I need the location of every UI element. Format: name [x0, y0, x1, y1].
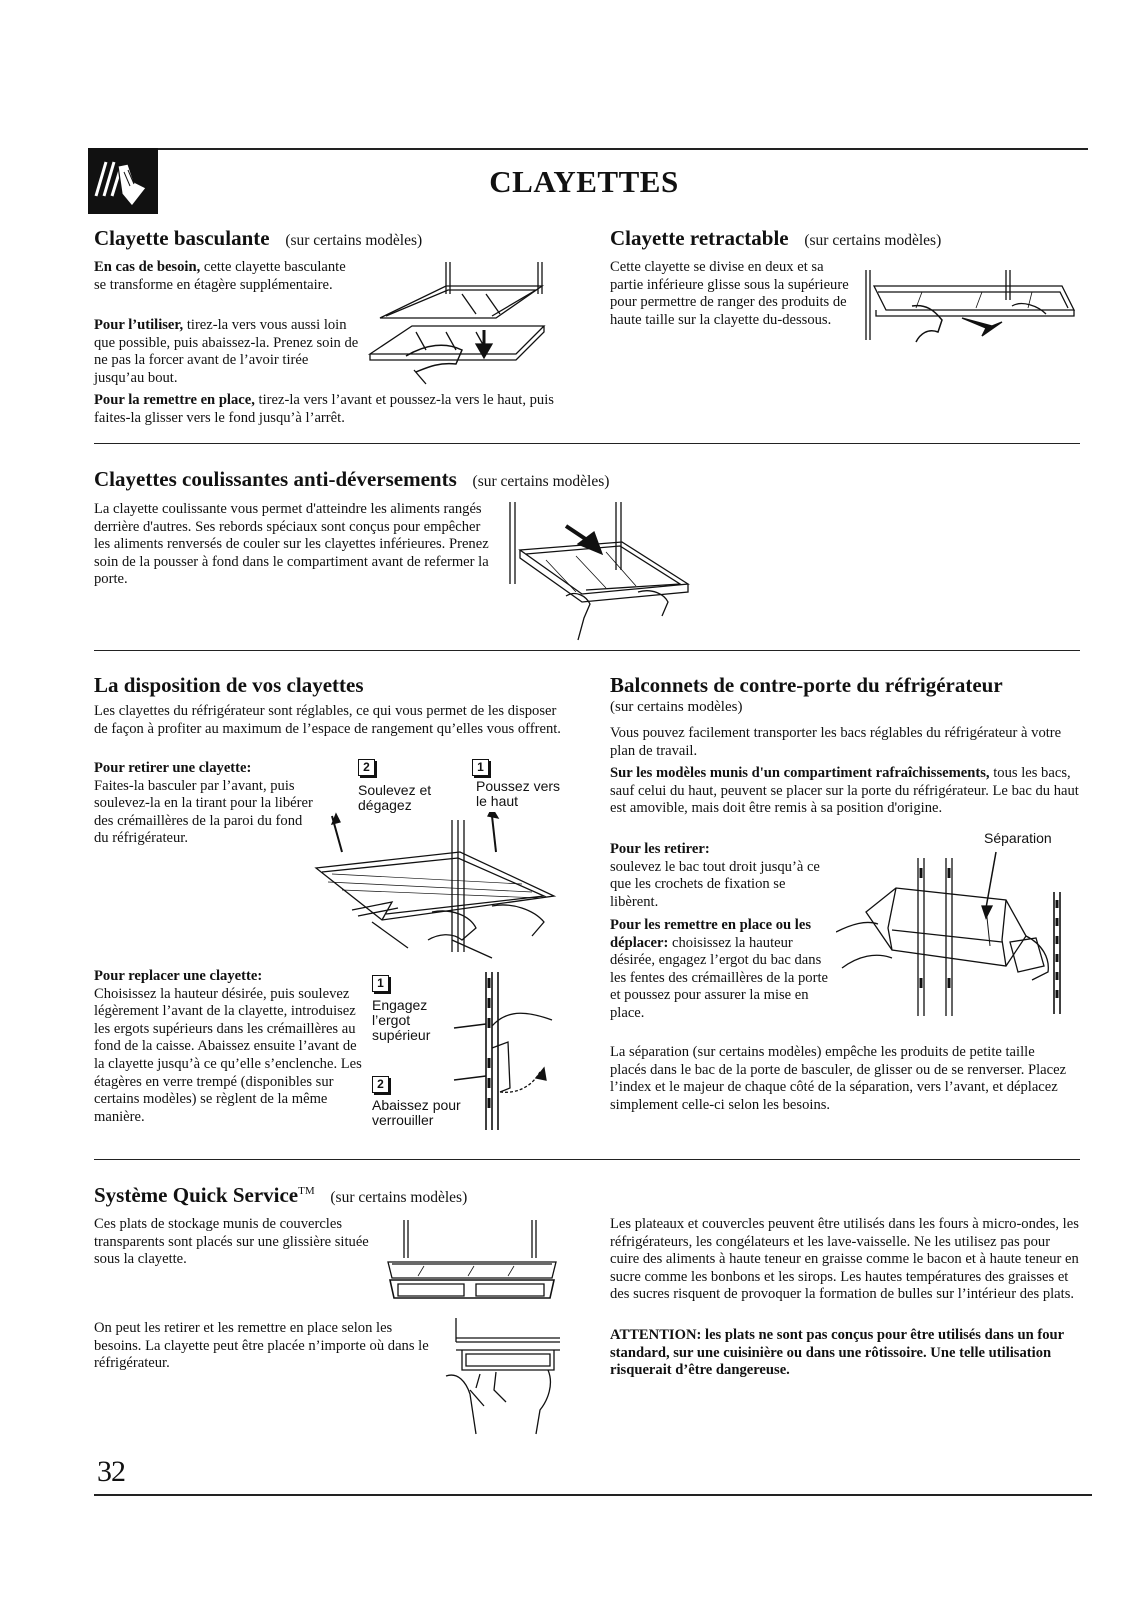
quick-title-row: [94, 1183, 467, 1208]
disposition-replacer-bold: Pour replacer une clayette:: [94, 968, 263, 984]
disposition-replacer-text: Choisissez la hauteur désirée, puis soulevez légèrement l’avant de la clayette, introduisez les ergots supérieurs dans les crémaillères au fond de la caisse. Abaissez ensuite l’avant de la clayette jusqu’à ce qu’elle s’enclenche. Les étagères en verre trempé (disponibles sur certains modèles) se règlent de la même manière.: [94, 985, 362, 1125]
balconnets-p2-bold: Sur les modèles munis d'un compartiment rafraîchissements,: [610, 765, 990, 781]
sliding-spillproof-shelf-illustration: [506, 500, 706, 648]
basculante-subtitle: (sur certains modèles): [285, 232, 423, 249]
basculante-p1-bold: En cas de besoin,: [94, 259, 201, 275]
basculante-p3: [94, 392, 554, 427]
disposition-replacer: [94, 968, 370, 1126]
footer-rule: [94, 1494, 1092, 1496]
divider-3: [94, 1159, 1080, 1160]
page-number: 32: [97, 1455, 125, 1488]
remove-shelf-illustration: [312, 812, 574, 962]
coulissantes-subtitle: (sur certains modèles): [472, 473, 610, 490]
tilting-shelf-illustration: [366, 258, 556, 388]
disposition-retirer-bold: Pour retirer une clayette:: [94, 760, 252, 776]
basculante-p2-text: tirez-la vers vous aussi loin que possible, puis abaissez-la. Prenez soin de ne pas la forcer avant de l’avoir tirée jusqu’au bout.: [94, 317, 359, 386]
basculante-p3-bold: Pour la remettre en place,: [94, 392, 255, 408]
balconnets-remettre-text: choisissez la hauteur désirée, engagez l’ergot du bac dans les fentes des crémaillères de la porte et poussez pour assurer la mise en place.: [610, 934, 828, 1021]
engage-step-1-badge: 1: [372, 975, 389, 992]
basculante-p1: [94, 259, 346, 294]
engage-step-2-badge: 2: [372, 1076, 389, 1093]
retractable-shelf-illustration: [862, 270, 1082, 346]
section-title-basculante: [94, 226, 422, 251]
divider-2: [94, 650, 1080, 651]
disposition-retirer: [94, 760, 320, 848]
engage-step-2-label: Abaissez pour verrouiller: [372, 1097, 461, 1128]
quick-p3: Les plateaux et couvercles peuvent être utilisés dans les fours à micro-ondes, les réfrigérateurs, les congélateurs et les lave-vaisselle. Ne les utilisez pas pour cuire des aliments à haute teneur en graisse comme le bacon et à haute teneur en sucre comme les bonbons et les sirops. Les hautes températures des graisses et des sucres risquent de provoquer la formation de bulles sur l’intérieur des plats.: [610, 1216, 1079, 1303]
quick-p2: On peut les retirer et les remettre en place selon les besoins. La clayette peut être placée n’importe où dans le réfrigérateur.: [94, 1320, 429, 1372]
retractable-text: Cette clayette se divise en deux et sa partie inférieure glisse sous la supérieure pour permettre de ranger des produits de haute taille sur la clayette du-dessous.: [610, 259, 849, 328]
disposition-intro: Les clayettes du réfrigérateur sont réglables, ce qui vous permet de les disposer de façon à profiter au maximum de l’espace de rangement qu’elles vous offrent.: [94, 703, 561, 737]
balconnets-separation-text: La séparation (sur certains modèles) empêche les produits de petite taille placés dans le bac de la porte de basculer, de glisser ou de se renverser. Placez l’index et le majeur de chaque côté de la séparation, vers l’avant, et déplacez simplement celle-ci selon les besoins.: [610, 1044, 1067, 1113]
balconnets-retirer-bold: Pour les retirer:: [610, 841, 710, 857]
step-1-label: Poussez vers le haut: [476, 778, 561, 809]
engage-step-1-label: Engagez l’ergot supérieur: [372, 997, 431, 1043]
retractable-title: Clayette retractable: [610, 226, 789, 250]
basculante-p2-bold: Pour l’utiliser,: [94, 317, 184, 333]
quick-p1: Ces plats de stockage munis de couvercles transparents sont placés sur une glissière située sous la clayette.: [94, 1216, 369, 1268]
quick-service-shelf-illustration: [384, 1218, 560, 1310]
quick-subtitle: (sur certains modèles): [330, 1189, 468, 1206]
coulissantes-text: La clayette coulissante vous permet d'atteindre les aliments rangés derrière d'autres. Ses rebords spéciaux sont conçus pour empêcher les aliments renversés de couler sur les clayettes inférieures. Prenez soin de la pousser à fond dans le compartiment avant de refermer la porte.: [94, 501, 489, 588]
quick-service-tray-illustration: [436, 1314, 564, 1438]
quick-warning: ATTENTION: les plats ne sont pas conçus pour être utilisés dans un four standard, sur une cuisinière ou dans une rôtissoire. Une telle utilisation risquerait d’être dangereuse.: [610, 1327, 1064, 1379]
balconnets-retirer: [610, 841, 820, 911]
basculante-title: Clayette basculante: [94, 226, 270, 250]
quick-tm: TM: [298, 1185, 315, 1197]
balconnets-subtitle: (sur certains modèles): [610, 699, 743, 715]
door-bin-illustration: [836, 848, 1082, 1020]
step-2-badge: 2: [358, 759, 375, 776]
balconnets-title: Balconnets de contre-porte du réfrigérateur: [610, 673, 1003, 697]
basculante-p1-text: cette clayette basculante se transforme en étagère supplémentaire.: [94, 259, 346, 293]
coulissantes-title: Clayettes coulissantes anti-déversements: [94, 467, 457, 491]
separation-label: Séparation: [984, 830, 1052, 846]
disposition-retirer-text: Faites-la basculer par l’avant, puis soulevez-la en la tirant pour la libérer des crémaillères de la paroi du fond du réfrigérateur.: [94, 777, 313, 847]
basculante-p2: [94, 317, 362, 387]
basculante-p3-text: tirez-la vers l’avant et poussez-la vers le haut, puis faites-la glisser vers le fond jusqu’à l’arrêt.: [94, 392, 554, 426]
balconnets-retirer-text: soulevez le bac tout droit jusqu’à ce que les crochets de fixation se libèrent.: [610, 858, 820, 910]
disposition-title: La disposition de vos clayettes: [94, 673, 364, 697]
balconnets-p2: [610, 765, 1086, 818]
balconnets-remettre-bold: Pour les remettre en place ou les déplacer:: [610, 917, 812, 951]
page-title: CLAYETTES: [489, 164, 679, 199]
balconnets-p2-text: tous les bacs, sauf celui du haut, peuvent se placer sur la porte du réfrigérateur. Le bac du haut est amovible, mais doit être remis à sa position d'origine.: [610, 765, 1079, 817]
divider-1: [94, 443, 1080, 444]
step-2-label: Soulevez et dégagez: [358, 782, 432, 813]
step-1-badge: 1: [472, 759, 489, 776]
section-title-retractable: [610, 226, 941, 251]
replace-shelf-rail-illustration: [452, 968, 564, 1134]
section-title-coulissantes: [94, 467, 609, 492]
quick-title: Système Quick Service: [94, 1183, 299, 1207]
balconnets-p1: Vous pouvez facilement transporter les bacs réglables du réfrigérateur à votre plan de travail.: [610, 725, 1062, 759]
retractable-subtitle: (sur certains modèles): [804, 232, 942, 249]
header-rule: [88, 148, 1088, 150]
balconnets-remettre: [610, 917, 828, 1023]
